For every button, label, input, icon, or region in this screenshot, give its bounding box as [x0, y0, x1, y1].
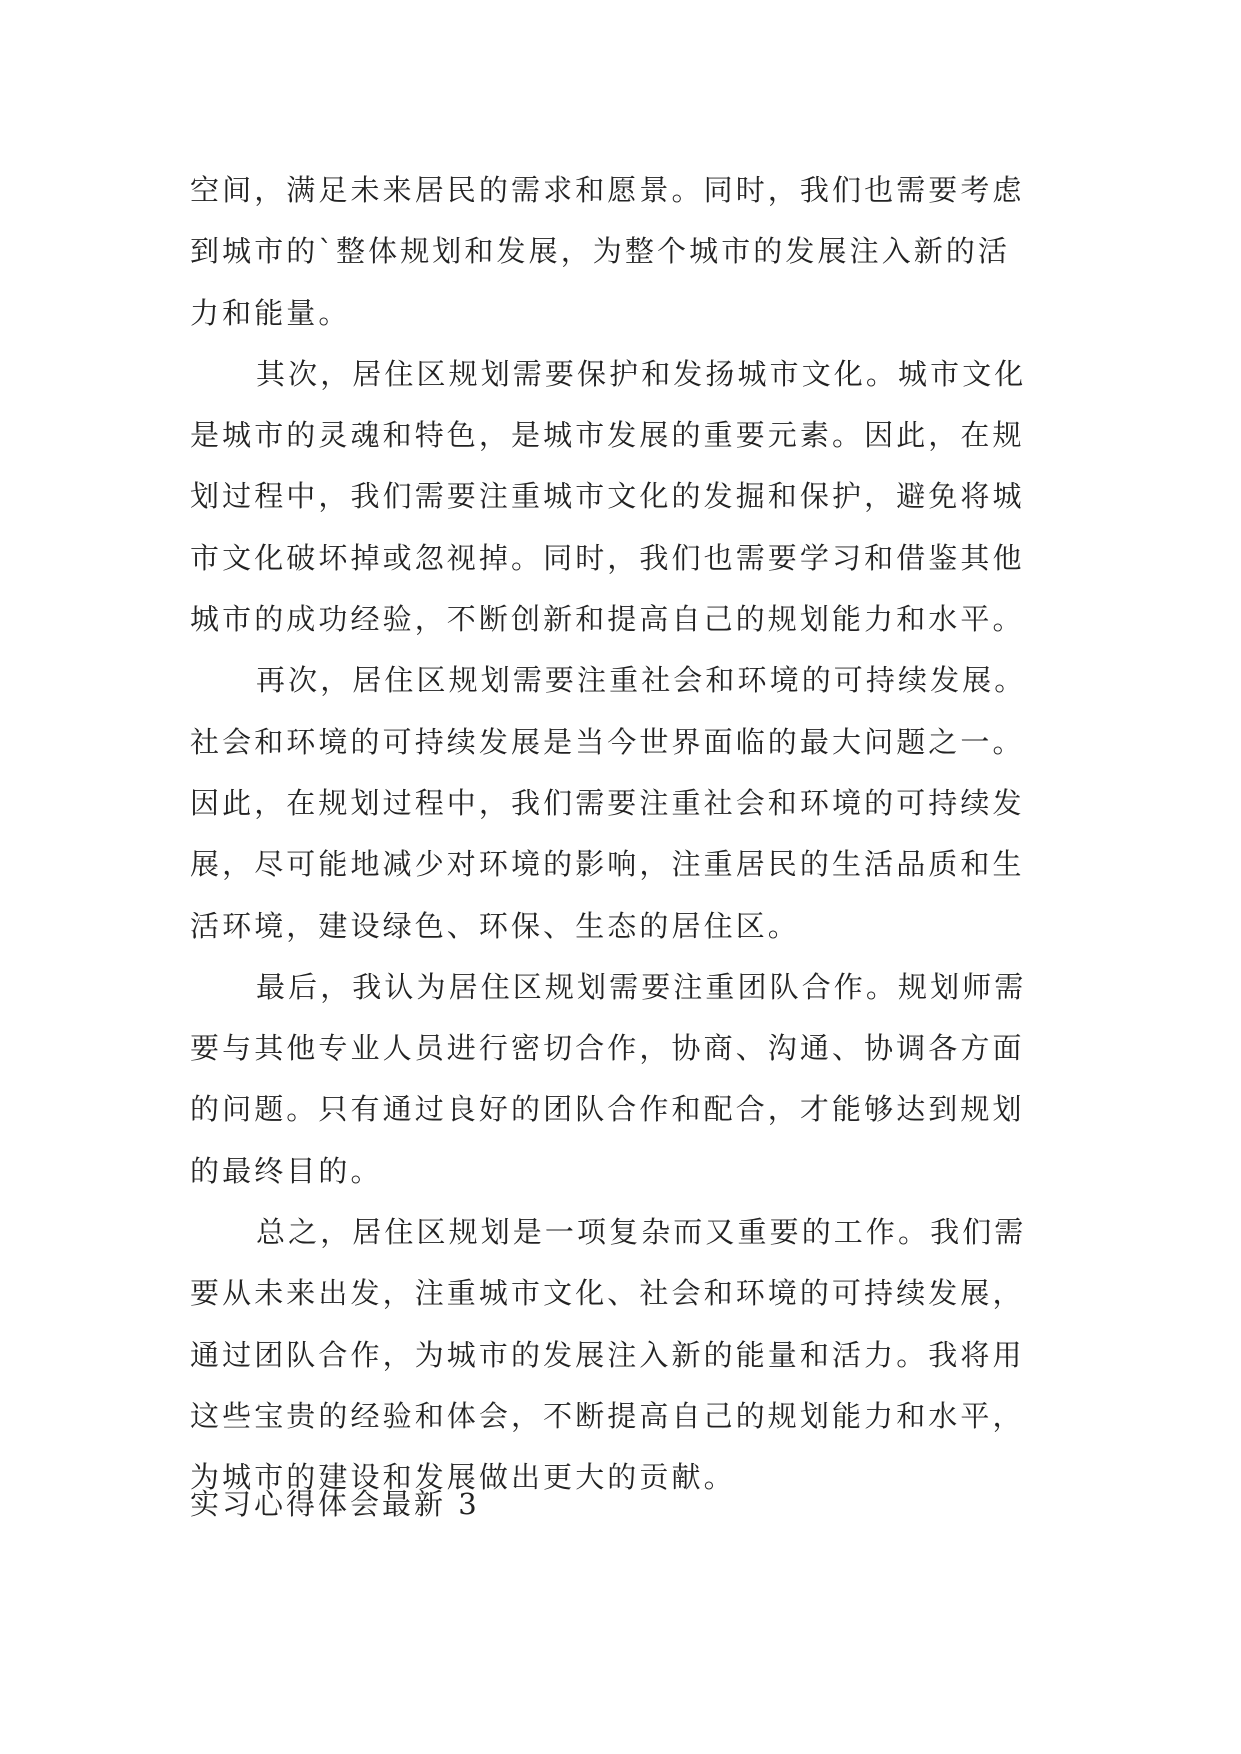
- paragraph-first-line: 总之，居住区规划是一项复杂而又重要的工作。我们需: [256, 1215, 1027, 1250]
- text-line: 到城市的`整体规划和发展，为整个城市的发展注入新的活: [190, 234, 1011, 269]
- body-text: [190, 160, 1070, 1509]
- paragraph-first-line: 其次，居住区规划需要保护和发扬城市文化。城市文化: [256, 356, 1027, 391]
- text-line: 要从未来出发，注重城市文化、社会和环境的可持续发展，: [190, 1276, 1025, 1311]
- text-line: 这些宝贵的经验和体会，不断提高自己的规划能力和水平，: [190, 1398, 1025, 1433]
- text-line: 要与其他专业人员进行密切合作，协商、沟通、协调各方面: [190, 1031, 1025, 1066]
- text-line: 力和能量。: [190, 295, 351, 330]
- text-line: 的问题。只有通过良好的团队合作和配合，才能够达到规划: [190, 1092, 1025, 1127]
- text-line: 活环境，建设绿色、环保、生态的居住区。: [190, 908, 800, 943]
- text-line: 社会和环境的可持续发展是当今世界面临的最大问题之一。: [190, 724, 1025, 759]
- text-line: 划过程中，我们需要注重城市文化的发掘和保护，避免将城: [190, 479, 1025, 514]
- paragraph-first-line: 最后，我认为居住区规划需要注重团队合作。规划师需: [256, 969, 1027, 1004]
- text-line: 是城市的灵魂和特色，是城市发展的重要元素。因此，在规: [190, 418, 1025, 453]
- text-line: 的最终目的。: [190, 1153, 383, 1188]
- section-heading: 实习心得体会最新 3: [190, 1487, 480, 1521]
- text-line: 通过团队合作，为城市的发展注入新的能量和活力。我将用: [190, 1337, 1025, 1372]
- text-line: 市文化破坏掉或忽视掉。同时，我们也需要学习和借鉴其他: [190, 540, 1025, 575]
- text-line: 因此，在规划过程中，我们需要注重社会和环境的可持续发: [190, 785, 1025, 820]
- paragraph-first-line: 再次，居住区规划需要注重社会和环境的可持续发展。: [256, 663, 1027, 698]
- text-line: 空间，满足未来居民的需求和愿景。同时，我们也需要考虑: [190, 173, 1025, 207]
- text-line: 为城市的建设和发展做出更大的贡献。: [190, 1460, 736, 1495]
- text-line: 展，尽可能地减少对环境的影响，注重居民的生活品质和生: [190, 847, 1025, 882]
- text-line: 城市的成功经验，不断创新和提高自己的规划能力和水平。: [190, 602, 1025, 637]
